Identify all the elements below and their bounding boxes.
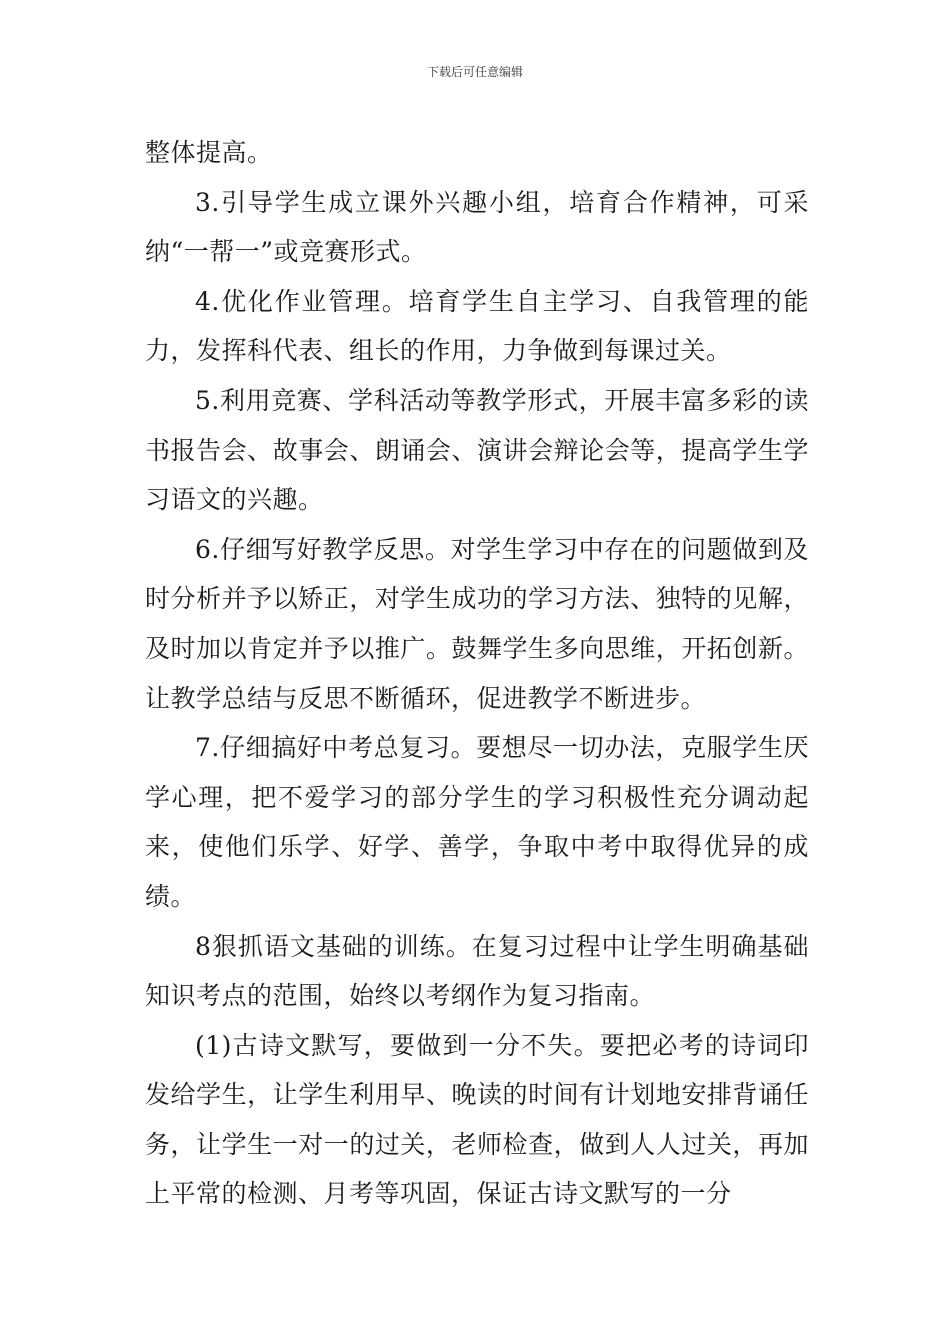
paragraph-subitem-1: (1)古诗文默写，要做到一分不失。要把必考的诗词印发给学生，让学生利用早、晚读的时间有计划地安排背诵任务，让学生一对一的过关，老师检查，做到人人过关，再加上平常的检测、月考等巩固，保证古诗文默写的一分 xyxy=(145,1030,809,1209)
paragraph-item-4: 4.优化作业管理。培育学生自主学习、自我管理的能力，发挥科代表、组长的作用，力争做到每课过关。 xyxy=(145,286,809,366)
page-header: 下载后可任意编辑 xyxy=(426,65,523,79)
paragraph-item-5: 5.利用竞赛、学科活动等教学形式，开展丰富多彩的读书报告会、故事会、朗诵会、演讲会辩论会等，提高学生学习语文的兴趣。 xyxy=(145,385,809,515)
paragraph-item-3: 3.引导学生成立课外兴趣小组，培育合作精神，可采纳“一帮一”或竞赛形式。 xyxy=(145,187,809,267)
paragraph-item-8: 8狠抓语文基础的训练。在复习过程中让学生明确基础知识考点的范围，始终以考纲作为复习指南。 xyxy=(145,931,809,1011)
document-body xyxy=(145,128,809,1219)
paragraph-item-7: 7.仔细搞好中考总复习。要想尽一切办法，克服学生厌学心理，把不爱学习的部分学生的学习积极性充分调动起来，使他们乐学、好学、善学，争取中考中取得优异的成绩。 xyxy=(145,733,809,911)
paragraph-item-6: 6.仔细写好教学反思。对学生学习中存在的问题做到及时分析并予以矫正，对学生成功的学习方法、独特的见解，及时加以肯定并予以推广。鼓舞学生多向思维，开拓创新。让教学总结与反思不断循环，促进教学不断进步。 xyxy=(145,534,809,713)
paragraph-continuation: 整体提高。 xyxy=(145,138,273,167)
